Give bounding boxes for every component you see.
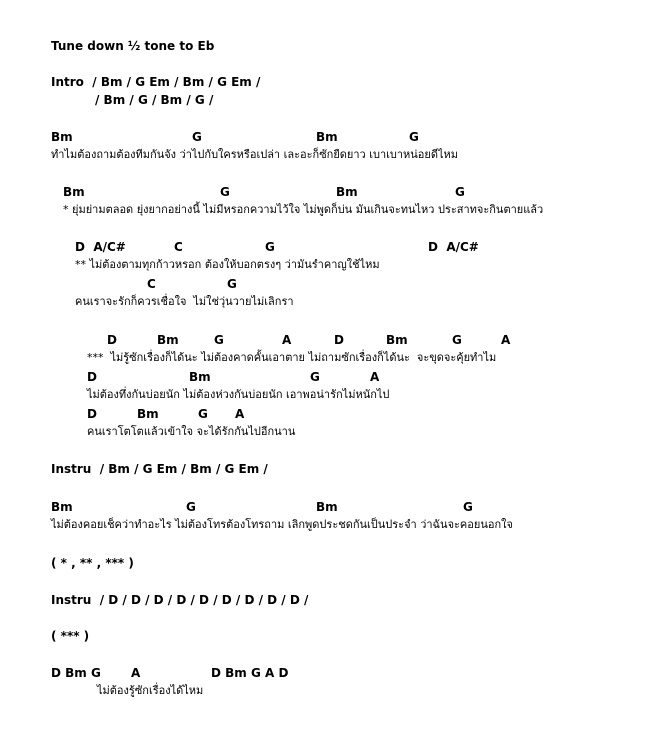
verse2-chord: Bm (336, 185, 358, 199)
outro-chord: D Bm G (51, 666, 101, 680)
prechorus-chord: C (174, 240, 183, 254)
chorus-chord: Bm (137, 407, 159, 421)
chorus-chord: D (334, 333, 344, 347)
intro-line-2: / Bm / G / Bm / G / (95, 93, 214, 107)
instrumental-line-1: Instru / Bm / G Em / Bm / G Em / (51, 462, 268, 476)
verse1-chord: G (192, 130, 202, 144)
repeat-marker-2: ( *** ) (51, 629, 90, 643)
chorus-chord: D (87, 407, 97, 421)
intro-line-1: Intro / Bm / G Em / Bm / G Em / (51, 75, 261, 89)
chorus-chord: D (87, 370, 97, 384)
chorus-chord: G (310, 370, 320, 384)
chorus-chord: G (198, 407, 208, 421)
chorus-lyric: *** ไม่รู้ซักเรื่องก็ได้นะ ไม่ต้องคาดคั้นเอาตาย ไม่ถามซักเรื่องก็ได้นะ จะขุดจะคุ้ยทำไม (87, 351, 497, 364)
verse1-chord: Bm (51, 130, 73, 144)
verse2-chord: G (455, 185, 465, 199)
chorus-chord: D (107, 333, 117, 347)
prechorus-lyric: คนเราจะรักก็ควรเชื่อใจ ไม่ใช่วุ่นวายไม่เลิกรา (75, 295, 294, 308)
chorus-chord: Bm (189, 370, 211, 384)
chorus-chord: Bm (386, 333, 408, 347)
chorus-chord: A (282, 333, 292, 347)
verse2-chord: G (220, 185, 230, 199)
outro-chord: D Bm G A D (211, 666, 289, 680)
verse3-chord: Bm (316, 500, 338, 514)
prechorus-chord: C (147, 277, 156, 291)
chorus-chord: A (235, 407, 245, 421)
outro-chord: A (131, 666, 141, 680)
verse3-lyric: ไม่ต้องคอยเช็คว่าทำอะไร ไม่ต้องโทรต้องโทรถาม เลิกพูดประชดกันเป็นประจำ ว่าฉันจะคอยนอกใจ (51, 518, 513, 531)
outro-lyric: ไม่ต้องรู้ซักเรื่องได้ไหม (97, 684, 204, 697)
chorus-chord: A (370, 370, 380, 384)
verse3-chord: G (463, 500, 473, 514)
verse1-chord: G (409, 130, 419, 144)
prechorus-chord: G (227, 277, 237, 291)
chorus-lyric: คนเราโตโตแล้วเข้าใจ จะได้รักกันไปอีกนาน (87, 425, 296, 438)
prechorus-chord: D A/C# (75, 240, 126, 254)
chorus-chord: G (452, 333, 462, 347)
chorus-lyric: ไม่ต้องทึ่งกันบ่อยนัก ไม่ต้องห่วงกันบ่อยนัก เอาพอน่ารักไม่หนักไป (87, 388, 390, 401)
prechorus-chord: G (265, 240, 275, 254)
chorus-chord: A (501, 333, 511, 347)
verse1-lyric: ทำไมต้องถามต้องทีมกันจัง ว่าไปกับใครหรือเปล่า เละอะก็ซักยืดยาว เบาเบาหน่อยดีไหม (51, 148, 459, 161)
instrumental-line-2: Instru / D / D / D / D / D / D / D / D / D / (51, 593, 309, 607)
repeat-marker-1: ( * , ** , *** ) (51, 556, 134, 570)
verse2-chord: Bm (63, 185, 85, 199)
verse1-chord: Bm (316, 130, 338, 144)
chorus-chord: Bm (157, 333, 179, 347)
verse2-lyric: * ยุ่มย่ามตลอด ยุ่งยากอย่างนี้ ไม่มีหรอกความไว้ใจ ไม่พูดก็บ่น มันเกินจะทนไหว ประสาทจะกินตายแล้ว (63, 203, 544, 216)
prechorus-chord: D A/C# (428, 240, 479, 254)
verse3-chord: Bm (51, 500, 73, 514)
chorus-chord: G (214, 333, 224, 347)
verse3-chord: G (186, 500, 196, 514)
prechorus-lyric: ** ไม่ต้องตามทุกก้าวหรอก ต้องให้บอกตรงๆ ว่ามันรำคาญใช้ไหม (75, 258, 380, 271)
tuning-note: Tune down ½ tone to Eb (51, 39, 215, 53)
